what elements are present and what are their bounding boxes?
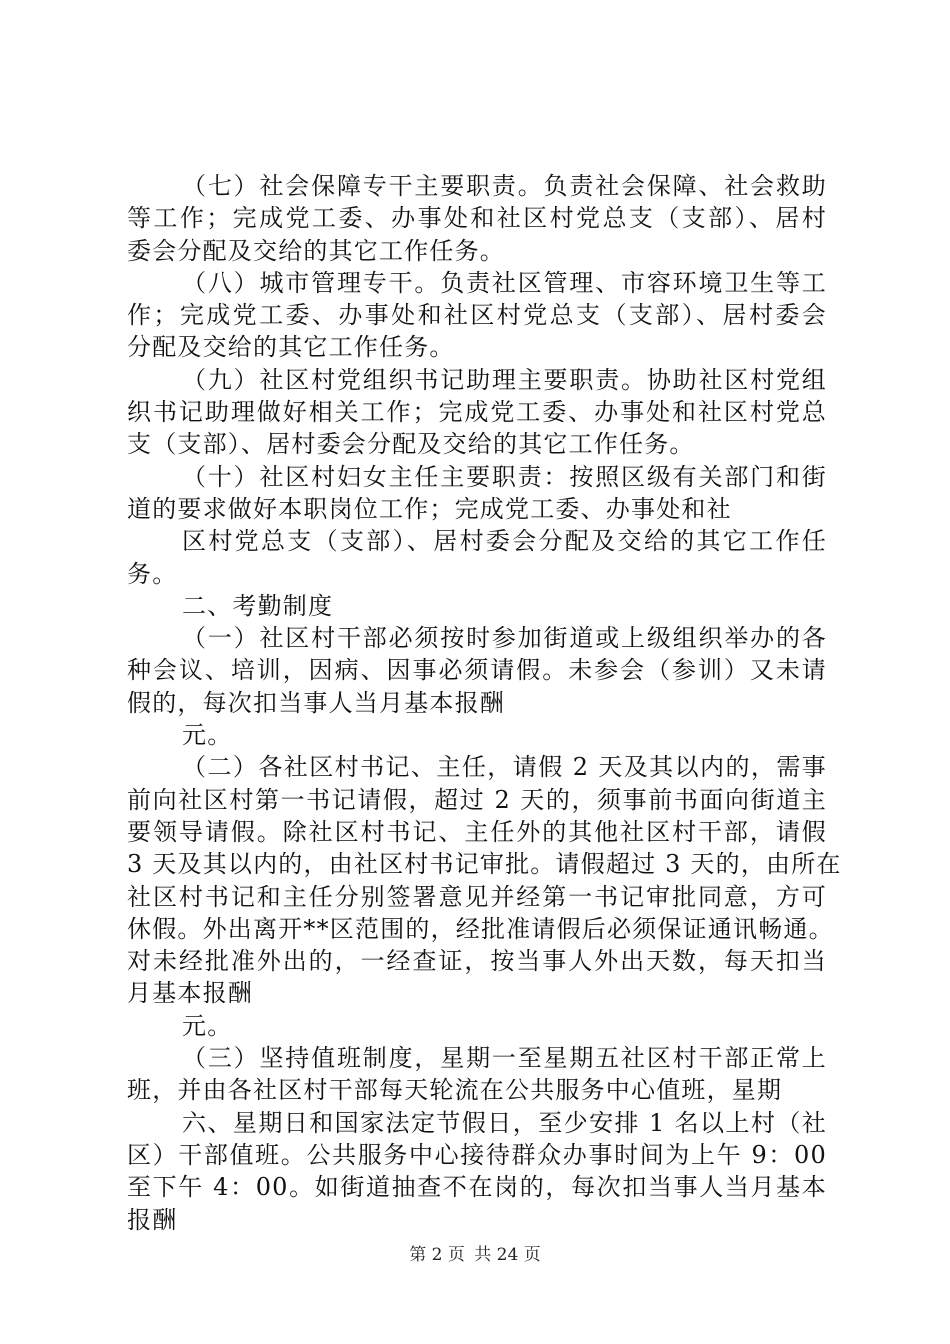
text-line: 务。 [127,559,178,588]
page-footer [0,1244,950,1266]
text-line: 社区村书记和主任分别签署意见并经第一书记审批同意，方可 [127,882,827,911]
text-line: 二、考勤制度 [182,591,334,620]
text-line: 要领导请假。除社区村书记、主任外的其他社区村干部，请假 [127,817,827,846]
text-line: 对未经批准外出的，一经查证，按当事人外出天数，每天扣当 [127,947,827,976]
text-line: 休假。外出离开**区范围的，经批准请假后必须保证通讯畅通。 [127,914,834,943]
text-line: 区村党总支（支部）、居村委会分配及交给的其它工作任 [182,527,827,556]
page-total: 共 24 页 [474,1245,541,1265]
page-number: 第 2 页 [409,1245,465,1265]
text-line: 种会议、培训，因病、因事必须请假。未参会（参训）又未请 [127,656,827,685]
text-line: 委会分配及交给的其它工作任务。 [127,236,505,265]
text-line: （七）社会保障专干主要职责。负责社会保障、社会救助 [182,172,827,200]
text-line: （一）社区村干部必须按时参加街道或上级组织举办的各 [182,624,827,653]
text-line: 织书记助理做好相关工作；完成党工委、办事处和社区村党总 [127,398,827,427]
text-line: （二）各社区村书记、主任，请假 2 天及其以内的，需事 [182,753,827,782]
text-line: 作；完成党工委、办事处和社区村党总支（支部）、居村委会 [127,301,827,330]
text-line: 3 天及其以内的，由社区村书记审批。请假超过 3 天的，由所在 [127,850,842,879]
text-line: 前向社区村第一书记请假，超过 2 天的，须事前书面向街道主 [127,785,827,814]
text-line: 至下午 4：00。如街道抽查不在岗的，每次扣当事人当月基本 [127,1173,827,1202]
text-line: 报酬 [127,1205,178,1234]
document-body [127,170,842,1236]
text-line: （八）城市管理专干。负责社区管理、市容环境卫生等工 [182,268,827,297]
text-line: 支（支部）、居村委会分配及交给的其它工作任务。 [127,430,695,459]
text-line: 道的要求做好本职岗位工作；完成党工委、办事处和社 [127,494,732,523]
text-line: 元。 [182,721,233,750]
text-line: 六、星期日和国家法定节假日，至少安排 1 名以上村（社 [182,1108,827,1137]
text-line: 假的，每次扣当事人当月基本报酬 [127,688,505,717]
text-line: 区）干部值班。公共服务中心接待群众办事时间为上午 9：00 [127,1140,827,1169]
text-line: 等工作；完成党工委、办事处和社区村党总支（支部）、居村 [127,204,827,233]
text-line: 分配及交给的其它工作任务。 [127,333,455,362]
text-line: 班，并由各社区村干部每天轮流在公共服务中心值班，星期 [127,1076,783,1105]
text-line: （三）坚持值班制度，星期一至星期五社区村干部正常上 [182,1044,827,1073]
text-line: 元。 [182,1011,233,1040]
text-line: （九）社区村党组织书记助理主要职责。协助社区村党组 [182,365,827,394]
text-line: 月基本报酬 [127,979,253,1008]
text-line: （十）社区村妇女主任主要职责：按照区级有关部门和街 [182,462,827,491]
